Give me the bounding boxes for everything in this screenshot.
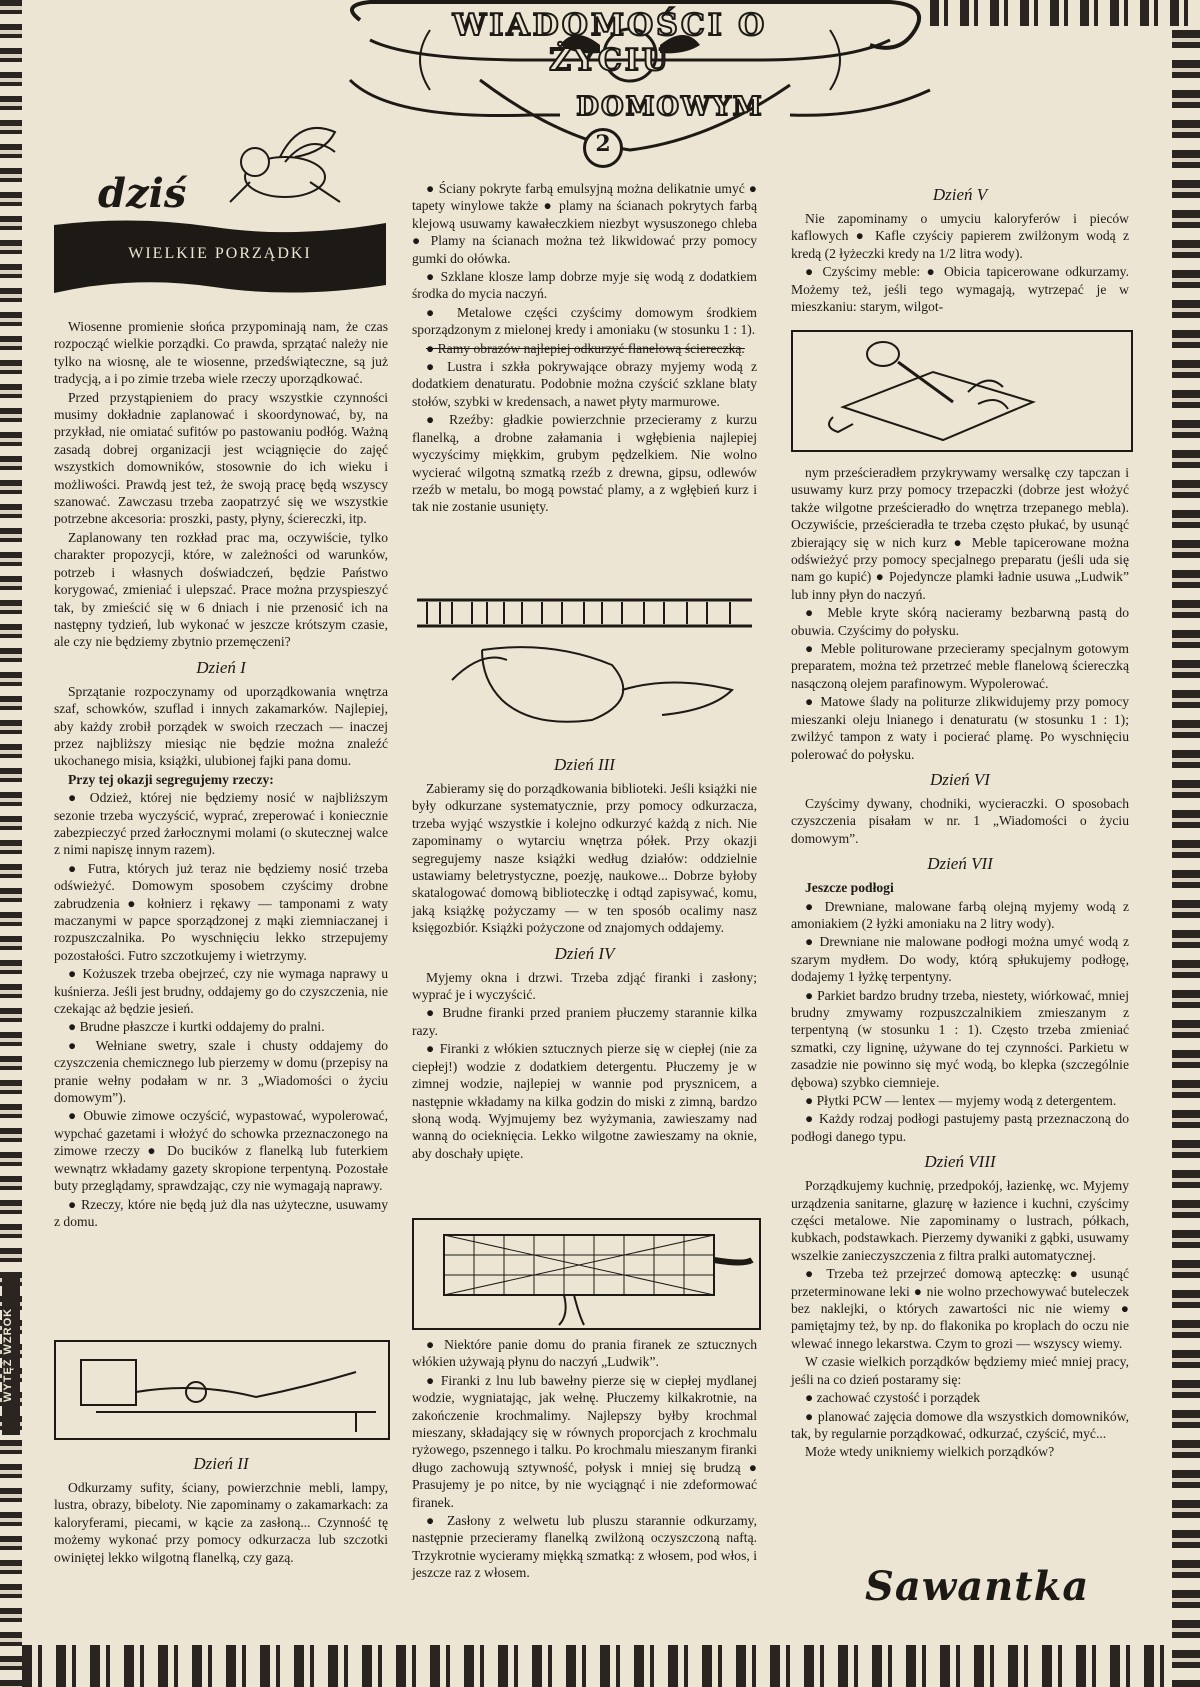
day-7-heading: Dzień VII — [927, 854, 993, 874]
day-5-paragraph: ● Matowe ślady na politurze zlikwidujemy przy pomocy mieszanki oleju lnianego i denaturatu (w stosunku 1 : 1); zwilżyć tampon z waty i pocierać plamę. Po wyschnięciu polerować do połysku. — [791, 694, 1129, 762]
day-1-paragraph: ● Kożuszek trzeba obejrzeć, czy nie wymaga naprawy u kuśnierza. Jeśli jest brudny, oddajemy go do czyszczenia, nie czekając aż będzie jesień. — [54, 966, 388, 1017]
illustration-sleeping-figure — [54, 1340, 390, 1440]
illustration-bookshelf — [412, 590, 757, 730]
today-label: dziś — [98, 170, 187, 217]
day-4-paragraph: ● Niektóre panie domu do prania firanek ze sztucznych włókien używają płynu do naczyń „Ludwik”. — [412, 1337, 757, 1370]
column-3-bottom — [791, 464, 1129, 1462]
column-3 — [791, 178, 1129, 316]
day-4-paragraph: ● Zasłony z welwetu lub pluszu starannie odkurzamy, następnie przecieramy flanelką zwilżoną oczyszczoną naftą. Trzykrotnie wycieramy miękką szmatką: z włosem, pod włos, i jeszcze raz z włosem. — [412, 1513, 757, 1581]
sleeping-figure-drawing — [56, 1342, 388, 1438]
day-4-paragraph: ● Firanki z włókien sztucznych pierze się w ciepłej (nie za ciepłej!) wodzie z dodatkiem detergentu. Płuczemy je w zimnej wodzie, najlepiej w wannie pod prysznicem, a następnie wkładamy na kilka godzin do miski z zimną, bardzo słoną wodą. Wyjmujemy bez wyżymania, zawieszamy nad wanną do ocieknięcia. Lekko wilgotne zawieszamy na oknie, aby doschały upięte. — [412, 1041, 757, 1161]
day-3-paragraph: Zabieramy się do porządkowania biblioteki. Jeśli książki nie były odkurzane systematycznie, przy pomocy odkurzacza, trzeba wyjąć wszystkie i kolejno odkurzyć każdą z nich. Nie zapominamy o wytarciu wnętrza półek. Przy okazji segregujemy nasze książki według działów: oddzielnie ustawiamy beletrystyczne, poezję, naukowe... Dobrze byłoby skatalogować domową biblioteczkę i odtąd zapisywać, komu, jaką książkę pożyczamy — w ten sposób ocalimy nasz księgozbiór. Książki pożyczone od znajomych oddajemy. — [412, 781, 757, 936]
col2-paragraph: ● Ramy obrazów najlepiej odkurzyć flanelową ściereczką. — [426, 340, 745, 356]
masthead — [330, 0, 950, 165]
day-1-paragraph: ● Brudne płaszcze i kurtki oddajemy do pralni. — [68, 1019, 325, 1035]
column-2-bottom — [412, 1336, 757, 1583]
day-3-heading: Dzień III — [554, 755, 615, 774]
column-2 — [412, 180, 757, 517]
day-8-paragraph: W czasie wielkich porządków będziemy mieć mniej pracy, jeśli na co dzień postaramy się: — [791, 1354, 1129, 1387]
intro-paragraph: Przed przystąpieniem do pracy wszystkie czynności musimy dokładnie zaplanować i skoordynować, by, na przykład, nie omiatać sufitów po pastowaniu podłóg. Ważną zasadą dobrej organizacji jest wciągnięcie do zajęć wszystkich domowników, stosownie do ich wieku i możliwości. Prawdą jest też, że swoją pracę będą wszyscy szanować. Zawczasu trzeba zaopatrzyć się we wszystkie potrzebne akcesoria: proszki, pasty, płyny, ściereczki, itp. — [54, 389, 388, 527]
day-8-heading: Dzień VIII — [924, 1152, 996, 1172]
day-1-heading: Dzień I — [196, 657, 246, 677]
intro-paragraph: Zaplanowany ten rozkład prac ma, oczywiście, tylko charakter propozycji, które, w zależności od warunków, potrzeb i własnych doświadczeń, będzie Państwo korygować, zmieniać i ulepszać. Prace można przyspieszyć tak, by zmieścić się w 6 dniach i nie przenosić ich na następny tydzień, lub wykonać w jeszcze krótszym czasie, ale czy nie będziemy zbytnio przemęczeni? — [54, 529, 388, 650]
column-2-middle — [412, 748, 757, 1163]
right-ornamental-border — [1172, 0, 1200, 1687]
top-ornamental-border — [930, 0, 1200, 26]
day-1-paragraph: ● Rzeczy, które nie będą już dla nas użyteczne, usuwamy z domu. — [54, 1196, 388, 1229]
day-5-paragraph: ● Czyścimy meble: ● Obicia tapicerowane odkurzamy. Możemy też, jeśli tego wymagają, wytrzepać je w mieszkaniu: starym, wilgot- — [791, 264, 1129, 315]
day-1-subheading: Przy tej okazji segregujemy rzeczy: — [68, 771, 274, 787]
day-4-paragraph: Myjemy okna i drzwi. Trzeba zdjąć firanki i zasłony; wyprać je i wyczyścić. — [412, 969, 757, 1003]
column-1-bottom — [54, 1447, 388, 1567]
day-1-paragraph: Sprzątanie rozpoczynamy od uporządkowania wnętrza szaf, schowków, szuflad i innych zakamarków. Najlepiej, aby każdy zrobił porządek w swoich rzeczach — inaczej przez najbliższy miesiąc nie będzie można znaleźć ukochanego misia, książki, ulubionej fajki pana domu. — [54, 683, 388, 769]
masthead-title: WIADOMOŚCI O ŻYCIU — [452, 8, 768, 78]
day-5-paragraph: ● Meble politurowane przecieramy specjalnym gotowym preparatem, można też przetrzeć meble flanelową ściereczką nasączoną olejem parafinowym. Wypolerować. — [791, 641, 1129, 691]
author-signature: Sawantka — [865, 1563, 1090, 1610]
col2-paragraph: ● Lustra i szkła pokrywające obrazy myjemy wodą z dodatkiem denaturatu. Podobnie można czyścić szklane blaty stołów, szybki w kredensach, a nawet płyty marmurowe. — [412, 359, 757, 409]
day-8-paragraph: Może wtedy unikniemy wielkich porządków? — [805, 1444, 1055, 1460]
day-2-paragraph: Odkurzamy sufity, ściany, powierzchnie mebli, lampy, lustra, obrazy, bibeloty. Nie zapominamy o zakamarkach: za kaloryferami, piecami, w kącie za zasłoną... Czynność tę możemy wykonać przy pomocy odkurzacza lub szczotki owiniętej lekko wilgotną flanelką, czy gazą. — [54, 1480, 388, 1565]
cherub-icon — [210, 122, 360, 217]
day-1-paragraph: ● Wełniane swetry, szale i chusty oddajemy do czyszczenia chemicznego lub pierzemy w domu (przepisy na pranie wełny podałam w nr. 3 „Wiadomości o życiu domowym”). — [54, 1037, 388, 1106]
day-8-paragraph: ● zachować czystość i porządek — [805, 1390, 981, 1406]
day-4-paragraph: ● Brudne firanki przed praniem płuczemy starannie kilka razy. — [412, 1005, 757, 1038]
day-5-paragraph: ● Meble kryte skórą nacieramy bezbarwną pastą do obuwia. Czyścimy do połysku. — [791, 605, 1129, 638]
illustration-curtain — [412, 1218, 761, 1330]
col2-paragraph: ● Szklane klosze lamp dobrze myje się wodą z dodatkiem środka do mycia naczyń. — [412, 269, 757, 302]
col2-paragraph: ● Metalowe części czyścimy domowym środkiem sporządzonym z mielonej kredy i amoniaku (w stosunku 1 : 1). — [412, 304, 757, 338]
day-5-paragraph: Nie zapominamy o umyciu kaloryferów i pieców kaflowych ● Kafle czyściy papierem zwilżonym wodą z kredą (2 łyżeczki kredy na 1/2 litra wody). — [791, 211, 1129, 261]
day-2-heading: Dzień II — [193, 1454, 249, 1473]
bookshelf-drawing — [412, 590, 757, 730]
issue-number: 2 — [583, 128, 623, 168]
day-5-paragraph: nym prześcieradłem przykrywamy wersalkę czy tapczan i usuwamy kurz przy pomocy trzepaczki (dobrze jest włożyć także wilgotne prześcieradło do wnętrza trzepanego mebla). Oczywiście, prześcieradła te trzeba często płukać, by usunąć zbierający się w nich kurz ● Meble tapicerowane można odświeżyć przy pomocy specjalnego preparatu (jeśli uda się nam go kupić) ● Pojedyncze plamki ładnie usuwa „Ludwik” lub inny płyn do naczyń. — [791, 465, 1129, 602]
day-8-paragraph: ● planować zajęcia domowe dla wszystkich domowników, tak, by regularnie porządkować, odkurzać, czyścić, myć... — [791, 1408, 1129, 1441]
day-4-heading: Dzień IV — [554, 943, 615, 963]
banner-title: WIELKIE PORZĄDKI — [128, 245, 312, 262]
day-4-paragraph: ● Firanki z lnu lub bawełny pierze się w ciepłej mydlanej wodzie, wygniatając, jak wełnę. Płuczemy kilkakrotnie, na zakończenie krochmalimy. Najlepszy byłby krochmal mieszany, składający się w równych proporcjach z krochmalu ryżowego, pszennego i talku. Po krochmalu mieszanym firanki długo zachowują sztywność, połysk i mniej się brudzą ● Prasujemy je po nitce, by nie wyciągnąć i nie zdeformować firanek. — [412, 1372, 757, 1510]
col2-paragraph: ● Rzeźby: gładkie powierzchnie przecieramy z kurzu flanelką, a drobne załamania i wgłębienia najlepiej wyczyścimy miękkim, grubym pędzelkiem. Nie wolno wycierać wilgotną szmatką rzeźb z drewna, gipsu, odlewów rzeźb w metalu, bo mogą powstać plamy, a z wgłębień kurz i tak nie zostanie usunięty. — [412, 412, 757, 515]
curtain-drawing — [414, 1220, 759, 1328]
col2-paragraph: ● Ściany pokryte farbą emulsyjną można delikatnie umyć ● tapety winylowe także ● plamy na ścianach pokrytych farbą klejową usuwamy kawałeczkiem niezbyt wysuszonego chleba ● Plamy na ścianach można też likwidować przy pomocy gumki do ołówka. — [412, 181, 757, 266]
section-banner — [54, 215, 386, 299]
day-1-paragraph: ● Obuwie zimowe oczyścić, wypastować, wypolerować, wypchać gazetami i włożyć do schowka przeznaczonego na zimowe rzeczy ● Do bucików z flanelką lub futerkiem wewnątrz wkładamy gazety skropione terpentyną. Pozostałe buty przeglądamy, sprawdzając, czy nie wymagają naprawy. — [54, 1108, 388, 1194]
day-7-subheading: Jeszcze podłogi — [805, 880, 894, 896]
day-7-paragraph: ● Drewniane, malowane farbą olejną myjemy wodą z amoniakiem (2 łyżki amoniaku na 2 litry wody). — [791, 898, 1129, 931]
day-7-paragraph: ● Drewniane nie malowane podłogi można umyć wodą z szarym mydłem. Do wody, którą spłukujemy podłogę, dodajemy 1 łyżkę terpentyny. — [791, 934, 1129, 985]
day-7-paragraph: ● Płytki PCW — lentex — myjemy wodą z detergentem. — [805, 1093, 1117, 1108]
intro-paragraph: Wiosenne promienie słońca przypominają nam, że czas rozpocząć wielkie porządki. Co prawda, sprzątać należy nie tylko na wiosnę, ale te wiosenne, przedświąteczne, są już tradycją, a i po zimie trzeba wiele rzeczy uporządkować. — [54, 319, 388, 387]
carpet-beater-drawing — [793, 332, 1131, 450]
day-7-paragraph: ● Każdy rodzaj podłogi pastujemy pastą przeznaczoną do podłogi danego typu. — [791, 1111, 1129, 1144]
day-6-heading: Dzień VI — [930, 769, 990, 789]
day-6-paragraph: Czyścimy dywany, chodniki, wycieraczki. O sposobach czyszczenia pisałam w nr. 1 „Wiadomości o życiu domowym”. — [791, 795, 1129, 846]
day-7-paragraph: ● Parkiet bardzo brudny trzeba, niestety, wiórkować, mniej brudny zmywamy rozpuszczalnikiem zmieszanym z terpentyną (w stosunku 1 : 1). Często trzeba zmieniać szmatki, czy ligninę, używane do tej czynności. Parkietu w zasadzie nie powinno się myć wodą, bo klepka (szczególnie dębowa) szybko ciemnieje. — [791, 987, 1129, 1090]
bottom-ornamental-border — [22, 1645, 1172, 1687]
day-8-paragraph: ● Trzeba też przejrzeć domową apteczkę: ● usunąć przeterminowane leki ● nie wolno przechowywać buteleczek bez naklejki, o których zawartości nic nie wiemy ● pamiętajmy też, by np. do flakonika po kroplach do oczu nie wlewać innego lekarstwa. Czym to grozi — wszyscy wiemy. — [791, 1266, 1129, 1351]
masthead-subtitle: DOMOWYM — [576, 92, 764, 122]
side-caption: WYTĘŻ WZROK — [2, 1275, 20, 1435]
illustration-carpet-beater — [791, 330, 1133, 452]
day-1-paragraph: ● Odzież, której nie będziemy nosić w najbliższym sezonie trzeba wyczyścić, wyprać, zreperować i koniecznie zabezpieczyć przed żarłocznymi molami (o skutecznej walce z nimi napiszę innym razem). — [54, 790, 388, 858]
day-8-paragraph: Porządkujemy kuchnię, przedpokój, łazienkę, wc. Myjemy urządzenia sanitarne, glazurę w łazience i kuchni, czyścimy części metalowe. Nie zapominamy o lustrach, półkach, kubkach, podstawkach. Pierzemy dywaniki z gąbki, usuwamy wszelkie zanieczyszczenia z filtra pralki automatycznej. — [791, 1178, 1129, 1263]
day-1-paragraph: ● Futra, których już teraz nie będziemy nosić trzeba odświeżyć. Domowym sposobem czyścimy drobne zabrudzenia ● kołnierz i rękawy — tamponami z waty maczanymi w papce sporządzonej z mąki ziemniaczanej i rozpuszczalnika. Po wyschnięciu lekko strzepujemy pozostałości. Futro szczotkujemy i wietrzymy. — [54, 860, 388, 963]
column-1 — [54, 318, 388, 1231]
day-5-heading: Dzień V — [932, 185, 988, 204]
